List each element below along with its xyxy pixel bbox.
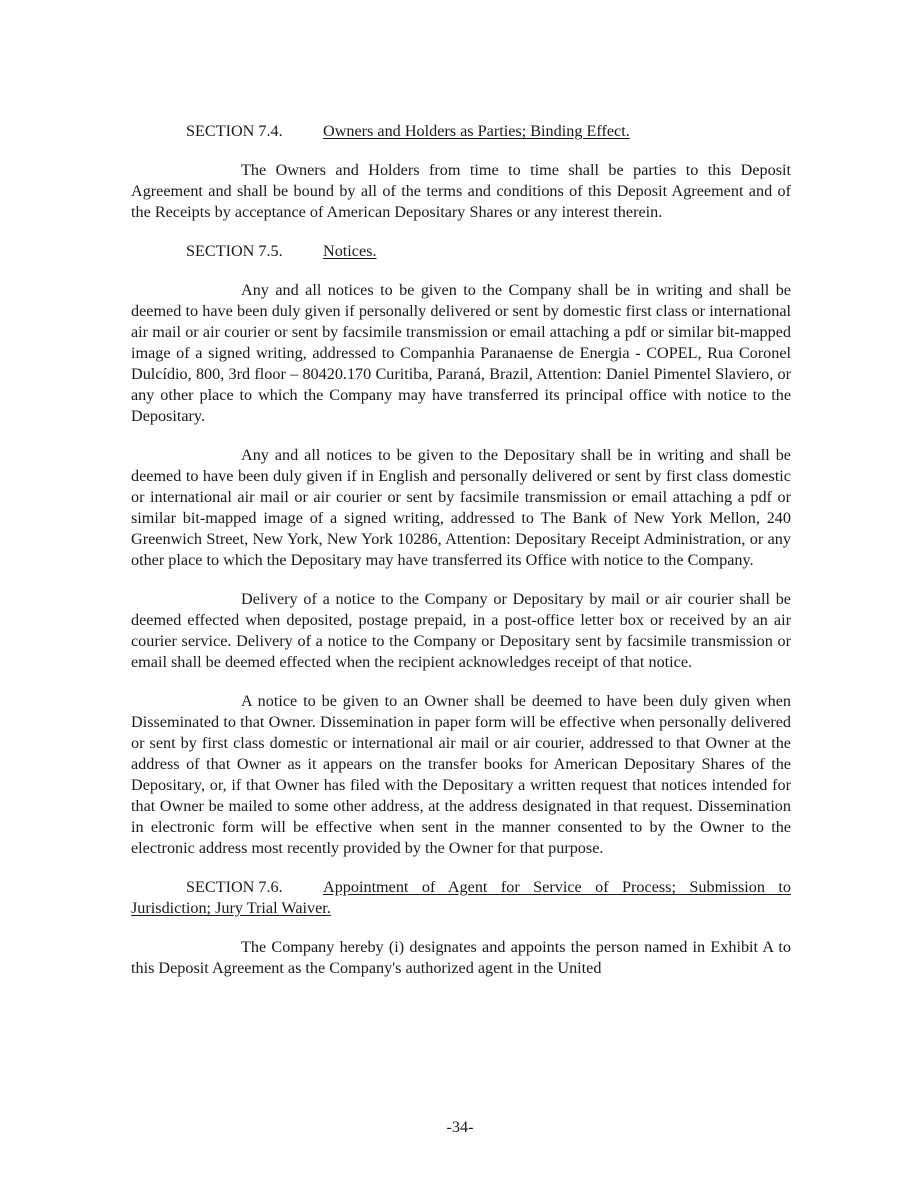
section-7-6-paragraph-1: The Company hereby (i) designates and appoints the person named in Exhibit A to this Deposit Agreement as the Company's authorized agent in the United — [131, 938, 791, 977]
section-7-4-paragraph-1: The Owners and Holders from time to time shall be parties to this Deposit Agreement and shall be bound by all of the terms and conditions of this Deposit Agreement and of the Receipts by acceptance of American Depositary Shares or any interest therein. — [131, 161, 791, 221]
section-number: SECTION 7.6. — [186, 878, 283, 896]
section-7-5-paragraph-1: Any and all notices to be given to the Company shall be in writing and shall be deemed to have been duly given if personally delivered or sent by domestic first class or international air mail or air courier or sent by facsimile transmission or email attaching a pdf or similar bit-mapped image of a signed writing, addressed to Companhia Paranaense de Energia - COPEL, Rua Coronel Dulcídio, 800, 3rd floor – 80420.170 Curitiba, Paraná, Brazil, Attention: Daniel Pimentel Slaviero, or any other place to which the Company may have transferred its principal office with notice to the Depositary. — [131, 281, 791, 425]
section-title: Appointment of Agent for Service of Process; Submission to Jurisdiction; Jury Trial Waiver. — [131, 878, 791, 917]
section-7-6-heading — [131, 877, 791, 919]
page-number: -34- — [446, 1118, 474, 1136]
section-7-5-paragraph-3: Delivery of a notice to the Company or Depositary by mail or air courier shall be deemed effected when deposited, postage prepaid, in a post-office letter box or received by an air courier service. Delivery of a notice to the Company or Depositary sent by facsimile transmission or email shall be deemed effected when the recipient acknowledges receipt of that notice. — [131, 590, 791, 671]
section-7-5-paragraph-2: Any and all notices to be given to the Depositary shall be in writing and shall be deemed to have been duly given if in English and personally delivered or sent by first class domestic or international air mail or air courier or sent by facsimile transmission or email attaching a pdf or similar bit-mapped image of a signed writing, addressed to The Bank of New York Mellon, 240 Greenwich Street, New York, New York 10286, Attention: Depositary Receipt Administration, or any other place to which the Depositary may have transferred its Office with notice to the Company. — [131, 446, 791, 569]
section-title: Owners and Holders as Parties; Binding Effect. — [323, 122, 630, 140]
document-body — [131, 121, 791, 979]
section-7-5-paragraph-4: A notice to be given to an Owner shall be deemed to have been duly given when Disseminated to that Owner. Dissemination in paper form will be effective when personally delivered or sent by first class domestic or international air mail or air courier, addressed to that Owner at the address of that Owner as it appears on the transfer books for American Depositary Shares of the Depositary, or, if that Owner has filed with the Depositary a written request that notices intended for that Owner be mailed to some other address, at the address designated in that request. Dissemination in electronic form will be effective when sent in the manner consented to by the Owner to the electronic address most recently provided by the Owner for that purpose. — [131, 692, 791, 857]
section-title: Notices. — [323, 242, 377, 260]
section-number: SECTION 7.4. — [186, 122, 283, 140]
section-7-4-heading — [131, 121, 791, 142]
section-7-5-heading — [131, 241, 791, 262]
section-number: SECTION 7.5. — [186, 242, 283, 260]
